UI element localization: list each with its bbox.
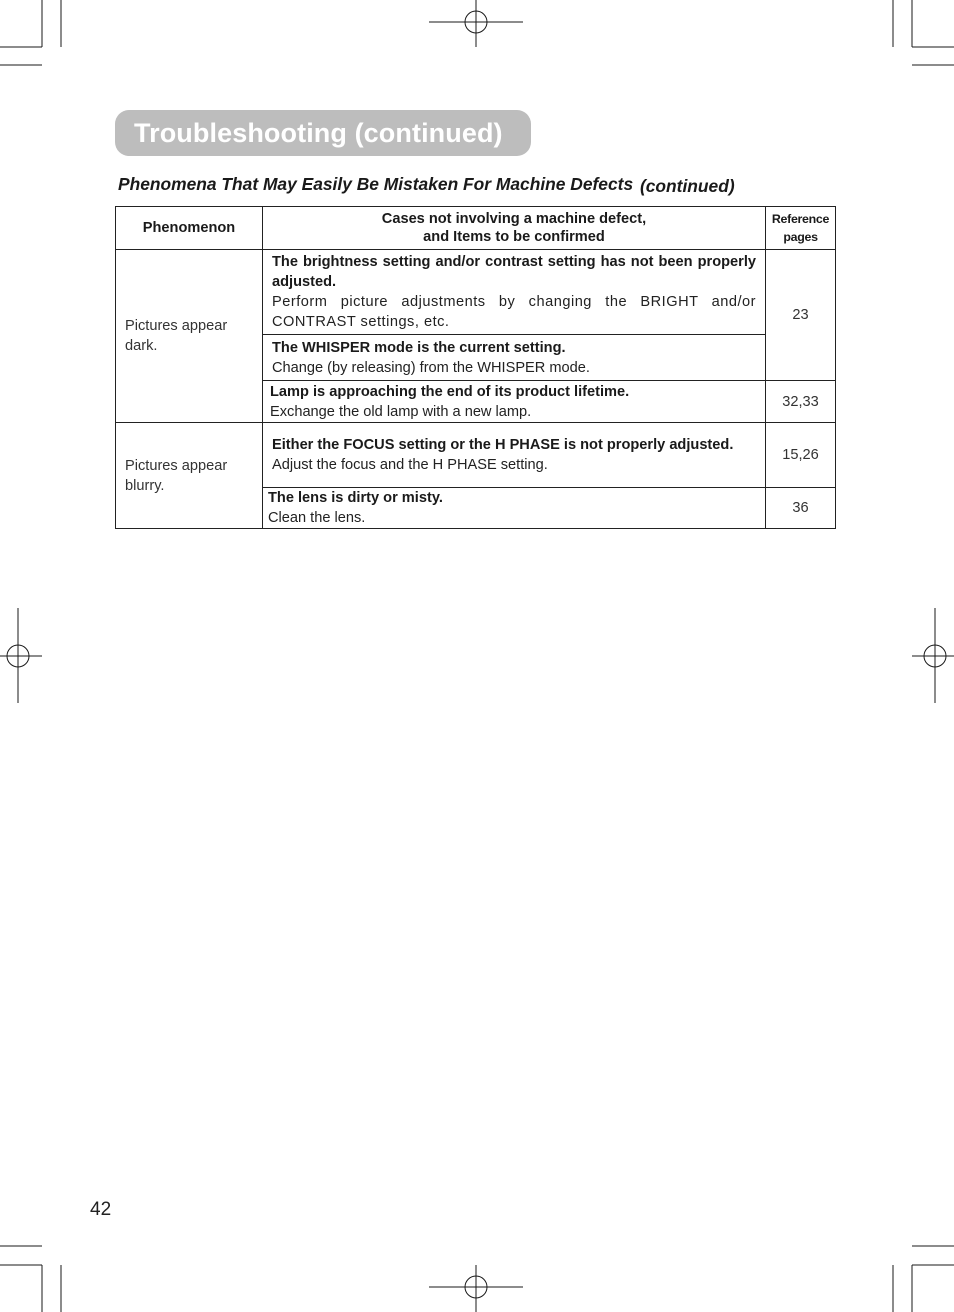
cause-remedy: Adjust the focus and the H PHASE setting. xyxy=(272,457,548,473)
section-heading-suffix: (continued) xyxy=(639,176,735,196)
table-header-row xyxy=(116,207,836,250)
cause-remedy: Change (by releasing) from the WHISPER mode. xyxy=(272,359,590,376)
page-title: Troubleshooting (continued) xyxy=(134,117,503,148)
header-phenomenon: Phenomenon xyxy=(116,207,263,250)
cause-cell xyxy=(263,488,766,529)
troubleshooting-table xyxy=(115,206,836,529)
cause-title: The brightness setting and/or contrast setting has not been properly adjusted. xyxy=(272,254,756,290)
phenomenon-cell: Pictures appear dark. xyxy=(116,250,263,423)
registration-crosshair-icon xyxy=(0,608,42,703)
reference-page-cell: 36 xyxy=(766,488,836,529)
crop-mark-icon xyxy=(0,1246,61,1312)
page-number: 42 xyxy=(90,1199,112,1220)
reference-page-cell: 15,26 xyxy=(766,423,836,488)
header-reference-line2: pages xyxy=(783,230,818,244)
header-cases-line1: Cases not involving a machine defect, xyxy=(381,211,647,227)
section-heading-text: Phenomena That May Easily Be Mistaken For Machine Defects xyxy=(118,174,634,194)
registration-crosshair-icon xyxy=(429,0,523,47)
page-title-banner xyxy=(115,110,531,156)
cause-title: Either the FOCUS setting or the H PHASE is not properly adjusted. xyxy=(272,437,734,453)
cause-title: The lens is dirty or misty. xyxy=(268,490,443,506)
header-reference-pages xyxy=(766,207,836,250)
reference-page-cell: 32,33 xyxy=(766,381,836,423)
cause-remedy: Exchange the old lamp with a new lamp. xyxy=(270,403,532,420)
table-row xyxy=(116,423,836,488)
cause-remedy: Perform picture adjustments by changing the BRIGHT and/or CONTRAST settings, etc. xyxy=(272,294,756,330)
registration-crosshair-icon xyxy=(912,608,954,703)
phenomenon-cell: Pictures appear blurry. xyxy=(116,423,263,529)
table-row xyxy=(116,250,836,335)
crop-mark-icon xyxy=(893,1246,954,1312)
cause-cell xyxy=(263,423,766,488)
section-heading xyxy=(118,174,735,195)
registration-crosshair-icon xyxy=(429,1265,523,1312)
cause-cell xyxy=(263,335,766,381)
cause-cell xyxy=(263,381,766,423)
cause-cell xyxy=(263,250,766,335)
crop-mark-icon xyxy=(0,0,61,65)
header-reference-line1: Reference xyxy=(771,212,830,226)
crop-mark-icon xyxy=(893,0,954,65)
header-cases xyxy=(263,207,766,250)
header-cases-line2: and Items to be confirmed xyxy=(423,229,605,245)
reference-page-cell: 23 xyxy=(766,250,836,381)
cause-title: Lamp is approaching the end of its product lifetime. xyxy=(270,383,630,400)
cause-remedy: Clean the lens. xyxy=(268,510,366,526)
cause-title: The WHISPER mode is the current setting. xyxy=(272,339,566,356)
